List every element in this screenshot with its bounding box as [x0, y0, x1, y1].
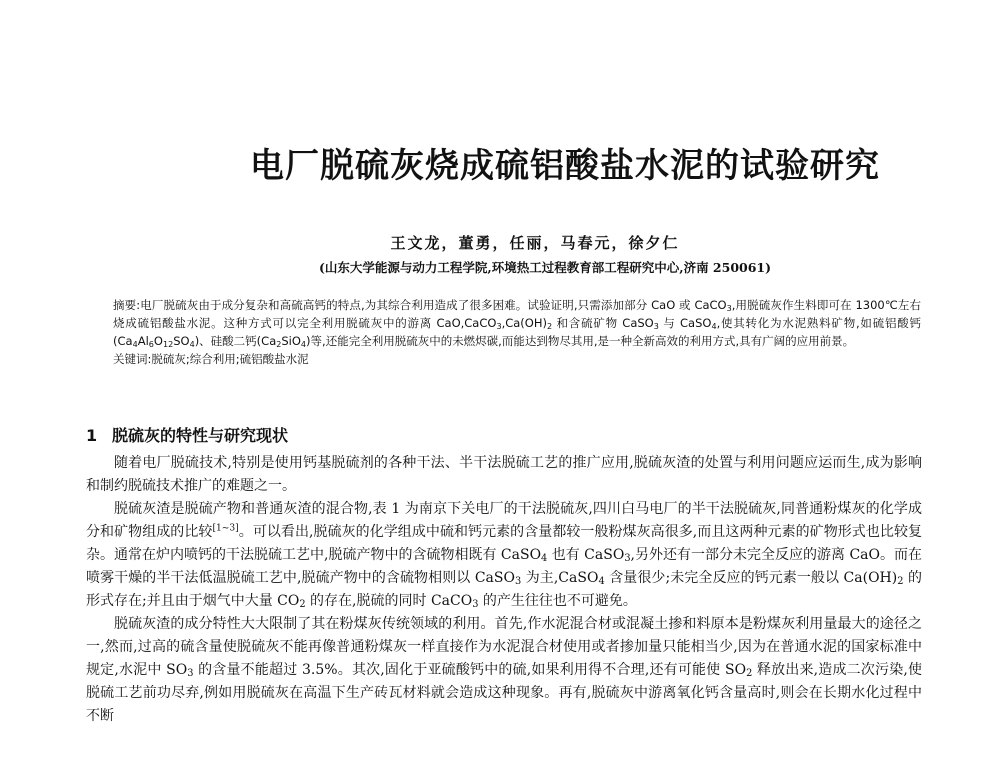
- subscript: 4: [132, 340, 138, 349]
- keywords: 脱硫灰;综合利用;硫铝酸盐水泥: [151, 352, 309, 366]
- subscript: 3: [624, 553, 631, 564]
- text-span: ,另外还有一部分未完全反应的游离 CaO。而在喷雾干燥的半干法低温脱硫工艺中,脱硫产物中的含硫物相则以 CaSO: [86, 547, 922, 586]
- abstract-span: SO: [173, 334, 190, 348]
- text-span: 脱硫灰渣是脱硫产物和普通灰渣的混合物,表 1 为南京下关电厂的干法脱硫灰,四川白马电厂的半干法脱硫灰,同普通粉煤灰的化学成分和矿物组成的比较: [86, 501, 922, 540]
- subscript: 3: [496, 322, 502, 331]
- abstract-span: ,用脱硫灰作生料即可在 1300℃左右烧成硫铝酸盐水泥。这种方式可以完全利用脱硫灰中的游离 CaO,CaCO: [113, 298, 922, 330]
- abstract-label: 摘要:: [113, 298, 141, 312]
- subscript: 2: [746, 668, 753, 679]
- abstract-span: 与 CaSO: [658, 316, 712, 330]
- subscript: 4: [189, 340, 195, 349]
- paper-title: 电厂脱硫灰烧成硫铝酸盐水泥的试验研究: [250, 146, 880, 186]
- subscript: 4: [541, 553, 548, 564]
- text-span: 。可以看出,脱硫灰的化学组成中硫和钙元素的含量都较一般粉煤灰高很多,而且这两种元素的矿物形式也比较复杂。通常在炉内喷钙的干法脱硫工艺中,脱硫产物中的含硫物相既有 CaSO: [86, 524, 923, 563]
- section-number: 1: [86, 426, 98, 445]
- subscript: 4: [598, 576, 605, 587]
- paragraph-2: [86, 498, 922, 613]
- subscript: 3: [726, 304, 732, 313]
- keywords-line: [113, 350, 921, 368]
- subscript: 2: [546, 322, 553, 331]
- abstract-text: [113, 296, 921, 350]
- body-text: [86, 452, 922, 728]
- abstract-span: )、硅酸二钙(Ca: [194, 334, 277, 348]
- subscript: 3: [653, 322, 659, 331]
- text-span: 释放出来,造成二次污染,使脱硫工艺前功尽弃,例如用脱硫灰在高温下生产砖瓦材料就会造成这种现象。再有,脱硫灰中游离氧化钙含量高时,则会在长期水化过程中不断: [86, 662, 922, 724]
- text-span: 的存在,脱硫的同时 CaCO: [305, 593, 473, 609]
- abstract-span: SiO: [281, 334, 301, 348]
- keywords-label: 关键词:: [113, 352, 152, 366]
- abstract-block: [113, 296, 921, 368]
- subscript: 4: [300, 340, 307, 349]
- subscript: 3: [514, 576, 522, 587]
- subscript: 2: [897, 576, 904, 587]
- subscript: 3: [187, 668, 194, 679]
- section-title: 脱硫灰的特性与研究现状: [112, 426, 289, 445]
- text-span: 的含量不能超过 3.5%。其次,固化于亚硫酸钙中的硫,如果利用得不合理,还有可能使 SO: [193, 662, 747, 678]
- author-list: 王文龙，董勇，任丽，马春元，徐夕仁: [390, 234, 680, 252]
- abstract-span: 电厂脱硫灰由于成分复杂和高硫高钙的特点,为其综合利用造成了很多困难。试验证明,只需添加部分 CaO 或 CaCO: [140, 298, 727, 312]
- subscript: 2: [299, 599, 306, 610]
- text-span: 含量很少;未完全反应的钙元素一般以 Ca(OH): [604, 570, 898, 586]
- abstract-span: Al: [137, 334, 149, 348]
- affiliation: (山东大学能源与动力工程学院,环境热工过程教育部工程研究中心,济南 250061): [318, 260, 772, 275]
- abstract-span: )等,还能完全利用脱硫灰中的未燃烬碳,而能达到物尽其用,是一种全新高效的利用方式,具有广阔的应用前景。: [306, 334, 855, 348]
- citation-ref: [1~3]: [212, 523, 239, 534]
- text-span: 脱硫灰渣的成分特性大大限制了其在粉煤灰传统领域的利用。首先,作水泥混合材或混凝土掺和料原本是粉煤灰利用量最大的途径之一,然而,过高的硫含量使脱硫灰不能再像普通粉煤灰一样直接作为水泥混合材使用或者掺加量只能相当少,因为在普通水泥的国家标准中规定,水泥中 SO: [86, 616, 922, 678]
- subscript: 4: [711, 322, 717, 331]
- abstract-span: 和含硫矿物 CaSO: [552, 316, 654, 330]
- text-span: 的形式存在;并且由于烟气中大量 CO: [86, 570, 922, 609]
- text-span: 也有 CaSO: [547, 547, 625, 563]
- paragraph-3: [86, 613, 922, 728]
- abstract-span: ,Ca(OH): [501, 316, 547, 330]
- abstract-span: O: [153, 334, 163, 348]
- paragraph-1: 随着电厂脱硫技术,特别是使用钙基脱硫剂的各种干法、半干法脱硫工艺的推广应用,脱硫灰渣的处置与利用问题应运而生,成为影响和制约脱硫技术推广的难题之一。: [86, 455, 922, 494]
- subscript: 2: [276, 340, 282, 349]
- abstract-span: ,使其转化为水泥熟料矿物,如硫铝酸钙(Ca: [113, 316, 921, 348]
- text-span: 为主,CaSO: [521, 570, 599, 586]
- section-heading: [86, 423, 288, 446]
- subscript: 3: [472, 599, 479, 610]
- subscript: 6: [148, 340, 154, 349]
- text-span: 的产生往往也不可避免。: [478, 593, 637, 609]
- subscript: 12: [162, 340, 174, 349]
